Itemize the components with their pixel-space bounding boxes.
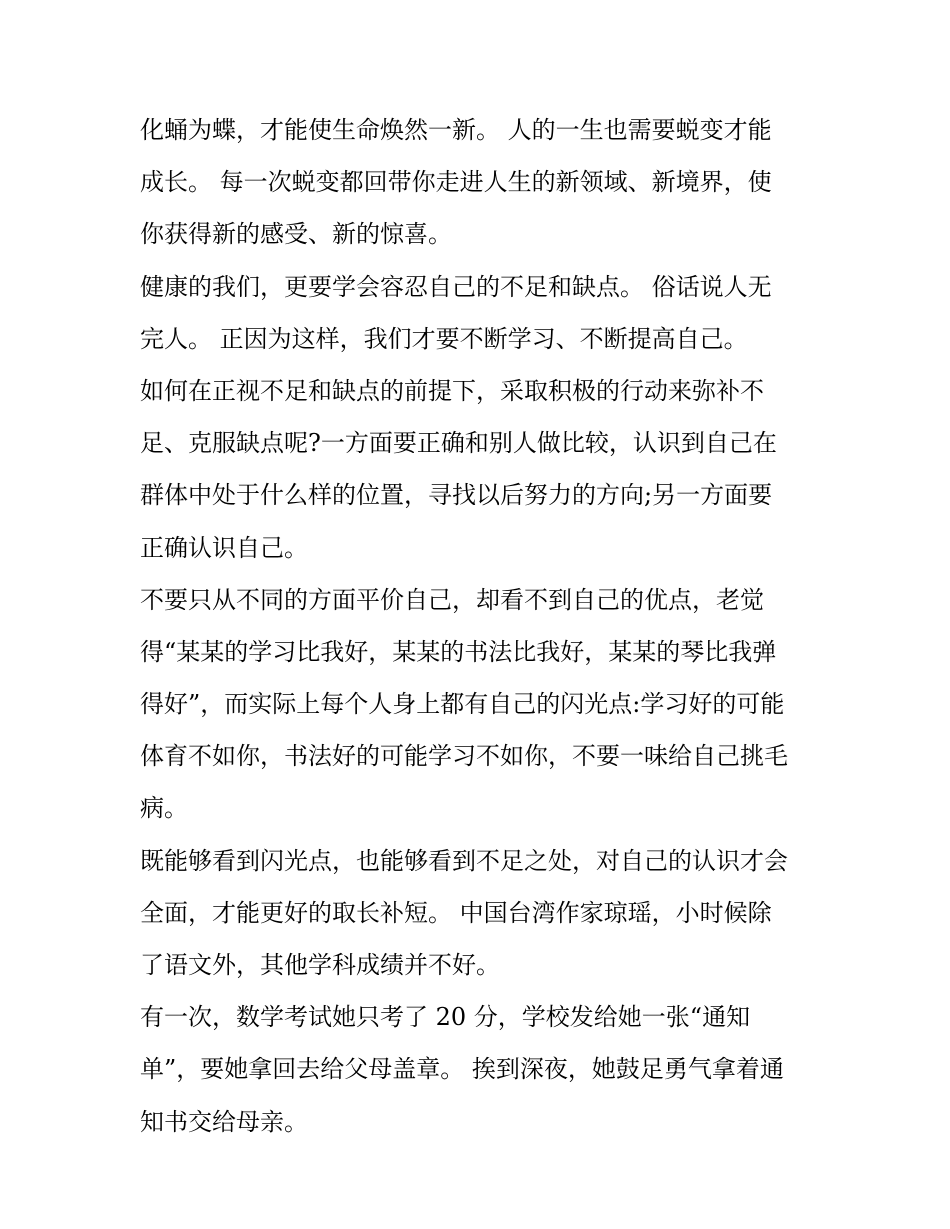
text-line: 你获得新的感受、新的惊喜。 (140, 220, 452, 249)
document-page (140, 104, 820, 1148)
text-line: 完人。 正因为这样，我们才要不断学习、不断提高自己。 (140, 324, 748, 353)
text-line: 全面，才能更好的取长补短。 中国台湾作家琼瑶，小时候除 (140, 898, 772, 927)
text-line: 足、克服缺点呢?一方面要正确和别人做比较，认识到自己在 (140, 429, 777, 458)
text-line: 得“某某的学习比我好，某某的书法比我好，某某的琴比我弹 (140, 637, 777, 666)
text-line: 健康的我们，更要学会容忍自己的不足和缺点。 俗话说人无 (140, 272, 772, 301)
text-line: 化蛹为蝶，才能使生命焕然一新。 人的一生也需要蜕变才能 (140, 116, 772, 144)
text-line: 群体中处于什么样的位置，寻找以后努力的方向;另一方面要 (140, 481, 773, 510)
text-line: 了语文外，其他学科成绩并不好。 (140, 951, 500, 979)
text-line: 体育不如你，书法好的可能学习不如你，不要一味给自己挑毛 (140, 742, 788, 771)
text-line: 单”，要她拿回去给父母盖章。 挨到深夜，她鼓足勇气拿着通 (140, 1055, 784, 1084)
text-line: 有一次，数学考试她只考了 20 分，学校发给她一张“通知 (140, 1003, 751, 1032)
text-line: 如何在正视不足和缺点的前提下，采取积极的行动来弥补不 (140, 376, 764, 405)
text-line: 成长。 每一次蜕变都回带你走进人生的新领域、新境界，使 (140, 168, 772, 197)
text-line: 得好”，而实际上每个人身上都有自己的闪光点:学习好的可能 (140, 690, 785, 719)
text-line: 既能够看到闪光点，也能够看到不足之处，对自己的认识才会 (140, 846, 788, 875)
text-line: 不要只从不同的方面平价自己，却看不到自己的优点，老觉 (140, 585, 764, 614)
text-line: 正确认识自己。 (140, 533, 308, 562)
text-line: 知书交给母亲。 (140, 1107, 308, 1136)
text-line: 病。 (140, 794, 188, 823)
